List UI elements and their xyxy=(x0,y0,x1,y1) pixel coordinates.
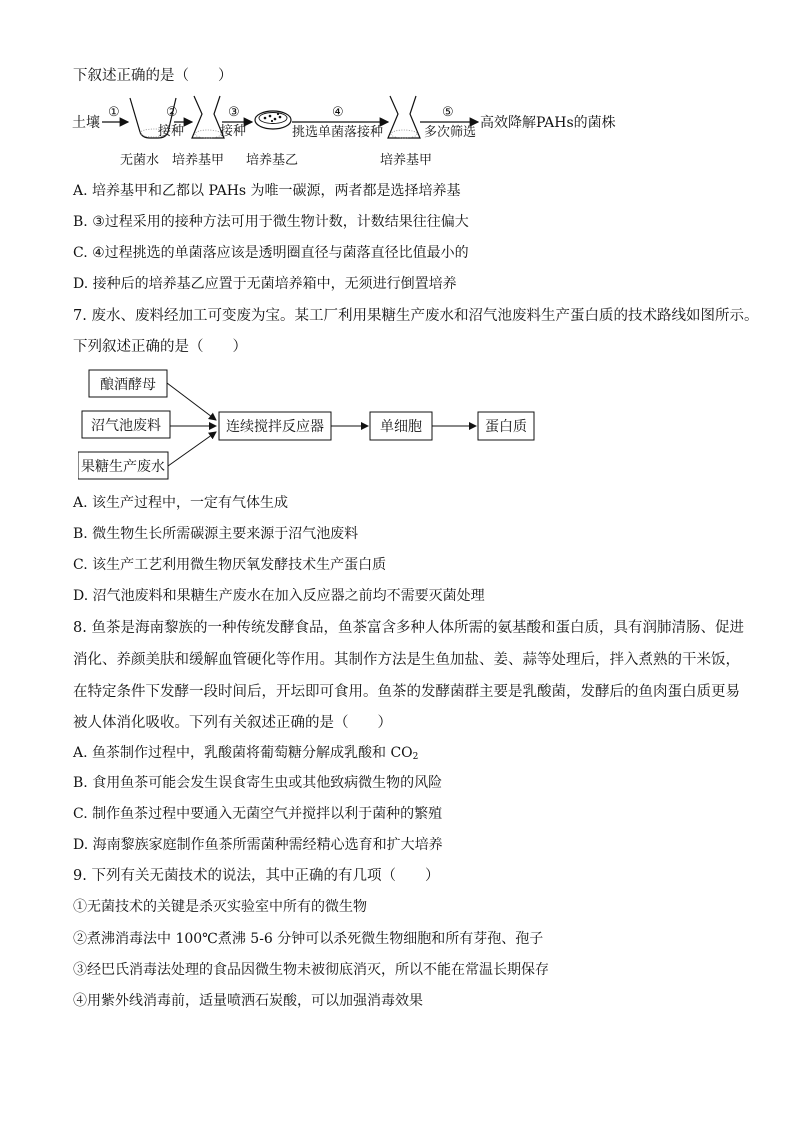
q6-vessel-label-4: 培养基甲 xyxy=(380,153,433,168)
q7-option-d: D. 沼气池废料和果糖生产废水在加入反应器之前均不需要灭菌处理 xyxy=(73,588,485,604)
q6-process-diagram xyxy=(70,94,630,170)
q8-option-a xyxy=(73,743,418,767)
petri-dish-icon xyxy=(255,111,291,129)
q7-flow-diagram xyxy=(78,368,548,484)
q6-step-label-1: 接种 xyxy=(158,124,185,139)
q6-step-1: ① xyxy=(108,105,120,120)
q8-stem-line-2: 消化、养颜美肤和缓解血管硬化等作用。其制作方法是生鱼加盐、姜、蒜等处理后，拌入煮熟的干米饭， xyxy=(73,652,740,668)
q6-step-label-3: 挑选单菌落接种 xyxy=(292,125,384,140)
q7-input-biogas-waste: 沼气池废料 xyxy=(91,418,161,434)
q7-input-fructose-wastewater: 果糖生产废水 xyxy=(81,459,165,475)
q6-start-label: 土壤 xyxy=(72,115,100,131)
q6-step-2: ② xyxy=(166,105,178,120)
q9-item-1: ①无菌技术的关键是杀灭实验室中所有的微生物 xyxy=(73,899,367,915)
q6-step-4: ④ xyxy=(332,105,344,120)
q6-step-3: ③ xyxy=(228,105,240,120)
q9-item-4: ④用紫外线消毒前，适量喷洒石炭酸，可以加强消毒效果 xyxy=(73,993,423,1009)
q7-stem-line-2: 下列叙述正确的是（ ） xyxy=(73,339,247,355)
q8-stem-line-1: 8. 鱼茶是海南黎族的一种传统发酵食品，鱼茶富含多种人体所需的氨基酸和蛋白质，具有润肺清肠、促进 xyxy=(73,620,744,636)
q7-single-cell: 单细胞 xyxy=(380,419,422,435)
q8-stem-line-3: 在特定条件下发酵一段时间后，开坛即可食用。鱼茶的发酵菌群主要是乳酸菌，发酵后的鱼肉蛋白质更易 xyxy=(73,684,740,700)
q7-reactor: 连续搅拌反应器 xyxy=(226,419,324,435)
q7-option-a: A. 该生产过程中，一定有气体生成 xyxy=(73,495,289,511)
q8-option-a-text: A. 鱼茶制作过程中，乳酸菌将葡萄糖分解成乳酸和 CO xyxy=(73,745,413,761)
q7-stem-line-1: 7. 废水、废料经加工可变废为宝。某工厂利用果糖生产废水和沼气池废料生产蛋白质的技术路线如图所示。 xyxy=(73,308,759,324)
q7-protein: 蛋白质 xyxy=(485,419,527,435)
q6-stem-tail: 下叙述正确的是（ ） xyxy=(73,68,233,84)
q6-option-b: B. ③过程采用的接种方法可用于微生物计数，计数结果往往偏大 xyxy=(73,214,469,230)
q8-option-a-subscript: 2 xyxy=(412,752,419,762)
q6-vessel-label-1: 无菌水 xyxy=(120,153,160,168)
q6-step-5: ⑤ xyxy=(442,105,454,120)
q6-end-label: 高效降解PAHs的菌株 xyxy=(480,115,616,131)
q8-stem-line-4: 被人体消化吸收。下列有关叙述正确的是（ ） xyxy=(73,715,392,731)
q6-option-a: A. 培养基甲和乙都以 PAHs 为唯一碳源，两者都是选择培养基 xyxy=(73,183,461,199)
q6-vessel-label-2: 培养基甲 xyxy=(172,153,225,168)
q7-input-yeast: 酿酒酵母 xyxy=(100,377,156,393)
q6-option-d: D. 接种后的培养基乙应置于无菌培养箱中，无须进行倒置培养 xyxy=(73,276,457,292)
q7-option-b: B. 微生物生长所需碳源主要来源于沼气池废料 xyxy=(73,526,359,542)
q9-item-3: ③经巴氏消毒法处理的食品因微生物未被彻底消灭，所以不能在常温长期保存 xyxy=(73,962,549,978)
q7-option-c: C. 该生产工艺利用微生物厌氧发酵技术生产蛋白质 xyxy=(73,557,387,573)
q8-option-d: D. 海南黎族家庭制作鱼茶所需菌种需经精心选育和扩大培养 xyxy=(73,837,443,853)
q6-vessel-label-3: 培养基乙 xyxy=(246,153,299,168)
q6-step-label-2: 接种 xyxy=(220,124,247,139)
flask-icon xyxy=(388,96,420,138)
q8-option-c: C. 制作鱼茶过程中要通入无菌空气并搅拌以利于菌种的繁殖 xyxy=(73,806,443,822)
q8-option-b: B. 食用鱼茶可能会发生误食寄生虫或其他致病微生物的风险 xyxy=(73,775,443,791)
q6-option-c: C. ④过程挑选的单菌落应该是透明圈直径与菌落直径比值最小的 xyxy=(73,245,469,261)
q9-stem: 9. 下列有关无菌技术的说法，其中正确的有几项（ ） xyxy=(73,868,440,884)
q9-item-2: ②煮沸消毒法中 100℃煮沸 5-6 分钟可以杀死微生物细胞和所有芽孢、孢子 xyxy=(73,931,544,947)
q6-step-label-4: 多次筛选 xyxy=(424,125,477,140)
